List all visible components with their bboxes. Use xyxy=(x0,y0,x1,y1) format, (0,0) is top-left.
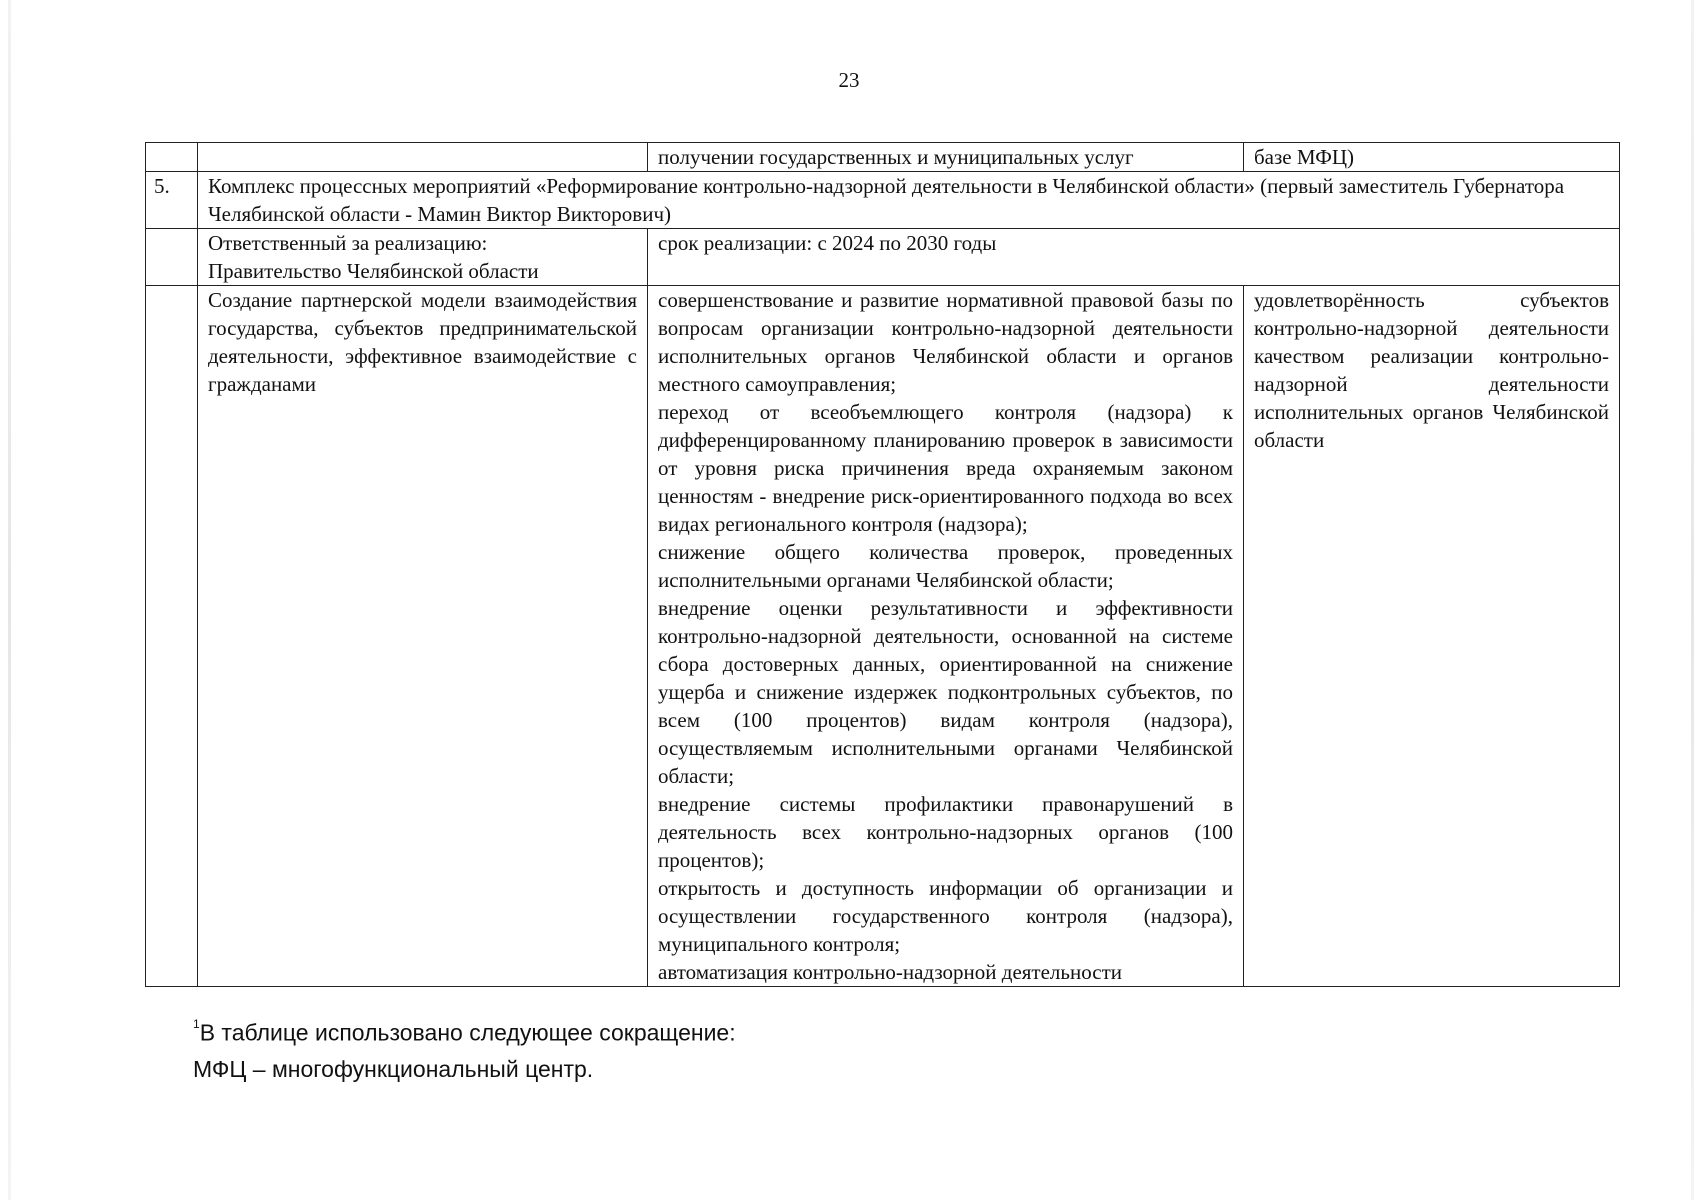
footnote-line-1 xyxy=(193,1010,736,1051)
responsible-value: Правительство Челябинской области xyxy=(208,259,539,283)
footnote-line-2: МФЦ – многофункциональный центр. xyxy=(193,1055,594,1082)
effect-item: автоматизация контрольно-надзорной деятельности xyxy=(658,960,1122,984)
effects-cell xyxy=(648,286,1244,987)
implementation-term: срок реализации: с 2024 по 2030 годы xyxy=(648,229,1620,286)
footnote-marker: 1 xyxy=(193,1017,200,1031)
scan-edge-right xyxy=(1691,0,1694,1200)
indicator-cell: удовлетворённость субъектов контрольно-надзорной деятельности качеством реализации контрольно-надзорной деятельности исполнительных органов Челябинской области xyxy=(1244,286,1620,987)
cell-num-empty xyxy=(146,286,198,987)
effect-item: внедрение оценки результативности и эффективности контрольно-надзорной деятельности, основанной на системе сбора достоверных данных, ориентированной на снижение ущерба и снижение издержек подконтрольных субъектов, по всем (100 процентов) видам контроля (надзора), осуществляемым исполнительными органами Челябинской области; xyxy=(658,596,1233,788)
footnote xyxy=(193,1010,736,1087)
effect-item: открытость и доступность информации об организации и осуществлении государственного контроля (надзора), муниципального контроля; xyxy=(658,876,1233,956)
effect-item: совершенствование и развитие нормативной правовой базы по вопросам организации контрольно-надзорной деятельности исполнительных органов Челябинской области и органов местного самоуправления; xyxy=(658,288,1233,396)
effect-item: переход от всеобъемлющего контроля (надзора) к дифференцированному планированию проверок в зависимости от уровня риска причинения вреда охраняемым законом ценностям - внедрение риск-ориентированного подхода во всех видах регионального контроля (надзора); xyxy=(658,400,1233,536)
footnote-text: В таблице использовано следующее сокращение: xyxy=(199,1019,736,1046)
task-description: Создание партнерской модели взаимодействия государства, субъектов предпринимательской деятельности, эффективное взаимодействие с гражданами xyxy=(198,286,648,987)
measures-table xyxy=(145,142,1620,987)
table-row-continuation xyxy=(146,143,1620,172)
effect-item: снижение общего количества проверок, проведенных исполнительными органами Челябинской области; xyxy=(658,540,1233,592)
page-number: 23 xyxy=(838,68,860,92)
section-number: 5. xyxy=(146,172,198,229)
responsible-label: Ответственный за реализацию: xyxy=(208,231,488,255)
cell-task-empty xyxy=(198,143,648,172)
table-row-responsible xyxy=(146,229,1620,286)
cell-num-empty xyxy=(146,143,198,172)
section-title: Комплекс процессных мероприятий «Реформирование контрольно-надзорной деятельности в Челябинской области» (первый заместитель Губернатора Челябинской области - Мамин Виктор Викторович) xyxy=(198,172,1620,229)
table-row-section-header xyxy=(146,172,1620,229)
effect-item: внедрение системы профилактики правонарушений в деятельность всех контрольно-надзорных органов (100 процентов); xyxy=(658,792,1233,872)
responsible-cell xyxy=(198,229,648,286)
cell-num-empty xyxy=(146,229,198,286)
cell-continuation-indicator: базе МФЦ) xyxy=(1244,143,1620,172)
table-row-task xyxy=(146,286,1620,987)
cell-continuation-effect: получении государственных и муниципальных услуг xyxy=(648,143,1244,172)
scan-edge-left xyxy=(8,0,11,1200)
